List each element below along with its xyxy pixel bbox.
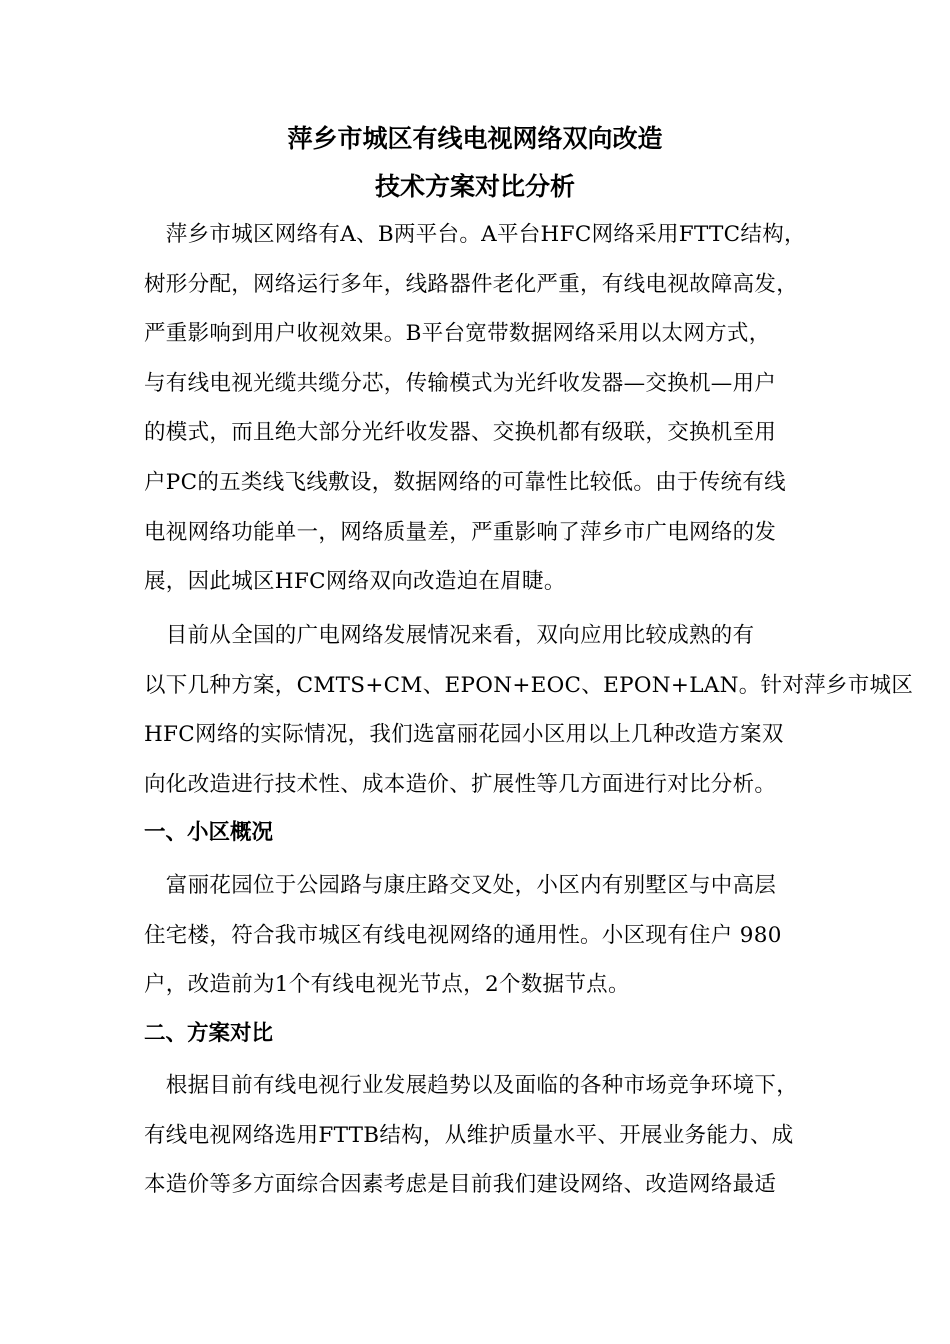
text-line: HFC网络的实际情况，我们选富丽花园小区用以上几种改造方案双 <box>144 722 784 748</box>
text-line: 有线电视网络选用FTTB结构，从维护质量水平、开展业务能力、成 <box>144 1122 794 1148</box>
text-line: 住宅楼，符合我市城区有线电视网络的通用性。小区现有住户 980 <box>144 922 782 948</box>
text-line: 树形分配，网络运行多年，线路器件老化严重，有线电视故障高发， <box>144 271 799 297</box>
text-line: 富丽花园位于公园路与康庄路交叉处，小区内有别墅区与中高层 <box>144 873 777 898</box>
text-line: 以下几种方案，CMTS+CM、EPON+EOC、EPON+LAN。针对萍乡市城区 <box>144 672 914 698</box>
text-line: 的模式，而且绝大部分光纤收发器、交换机都有级联，交换机至用 <box>144 420 777 446</box>
text-line: 本造价等多方面综合因素考虑是目前我们建设网络、改造网络最适 <box>144 1172 777 1198</box>
text-line: 户，改造前为1个有线电视光节点，2个数据节点。 <box>144 972 630 998</box>
document-title-line-1: 萍乡市城区有线电视网络双向改造 <box>287 124 663 153</box>
paragraph-community-overview <box>144 861 814 1010</box>
section-heading-overview: 一、小区概况 <box>144 820 274 845</box>
text-line: 展，因此城区HFC网络双向改造迫在眉睫。 <box>144 569 566 595</box>
text-line: 萍乡市城区网络有A、B两平台。A平台HFC网络采用FTTC结构， <box>144 222 806 247</box>
paragraph-platform-overview <box>144 210 814 607</box>
paragraph-scheme-intro <box>144 611 914 809</box>
text-line: 目前从全国的广电网络发展情况来看，双向应用比较成熟的有 <box>144 623 755 648</box>
document-title-line-2: 技术方案对比分析 <box>374 172 575 201</box>
text-line: 户PC的五类线飞线敷设，数据网络的可靠性比较低。由于传统有线 <box>144 469 786 495</box>
text-line: 根据目前有线电视行业发展趋势以及面临的各种市场竞争环境下， <box>144 1073 799 1098</box>
text-line: 电视网络功能单一，网络质量差，严重影响了萍乡市广电网络的发 <box>144 519 777 545</box>
section-heading-comparison: 二、方案对比 <box>144 1021 274 1046</box>
text-line: 严重影响到用户收视效果。B平台宽带数据网络采用以太网方式， <box>144 321 771 347</box>
text-line: 与有线电视光缆共缆分芯，传输模式为光纤收发器—交换机—用户 <box>144 370 777 396</box>
paragraph-comparison <box>144 1061 814 1210</box>
text-line: 向化改造进行技术性、成本造价、扩展性等几方面进行对比分析。 <box>144 771 777 797</box>
